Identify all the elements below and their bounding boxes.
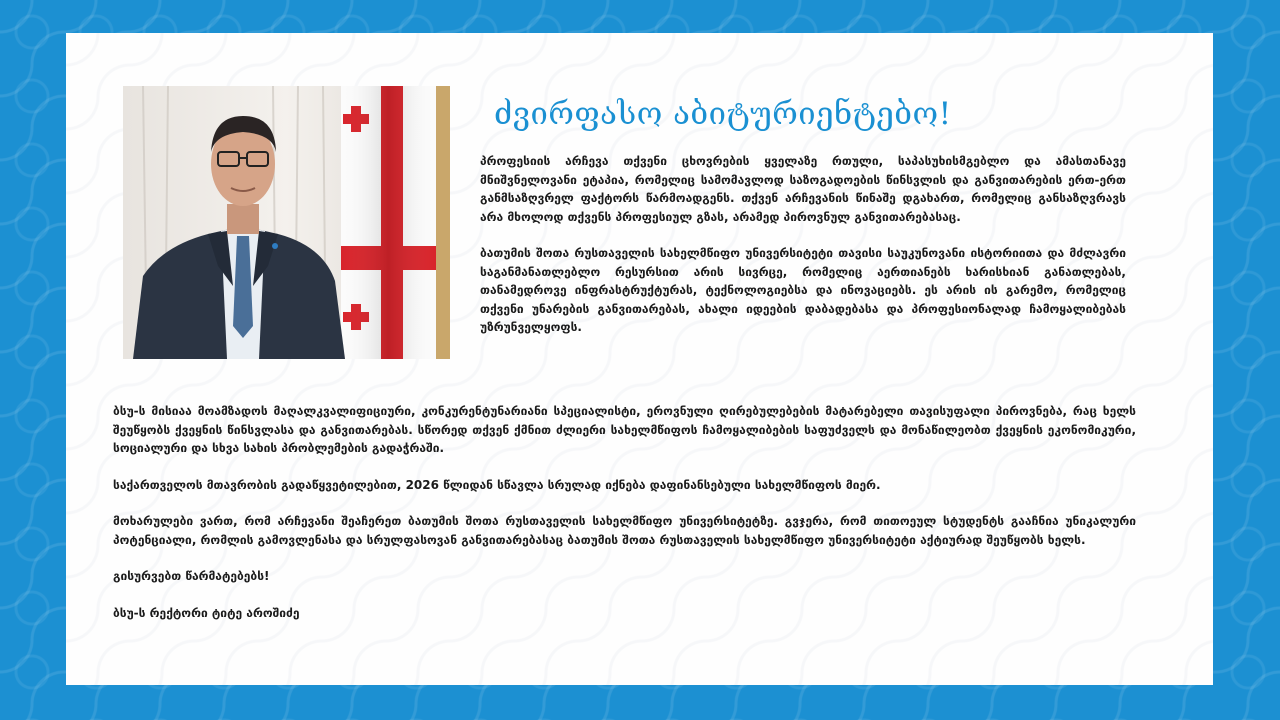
- page-title: ძვირფასო აბიტურიენტებო!: [494, 96, 952, 132]
- intro-paragraph-1: პროფესიის არჩევა თქვენი ცხოვრების ყველაზე რთული, საპასუხისმგებლო და ამასთანავე მნიშვნელოვანი ეტაპია, რომელიც სამომავლოდ საზოგადოების წინსვლის და განვითარების ერთ-ერთ განმსაზღვრელ ფაქტორს წარმოადგენს. თქვენ არჩევანის წინაშე დგახართ, რომელიც განსაზღვრავს არა მხოლოდ თქვენს პროფესიულ გზას, არამედ პიროვნულ განვითარებასაც.: [480, 154, 1126, 224]
- mission-paragraph: ბსუ-ს მისიაა მოამზადოს მაღალკვალიფიციური, კონკურენტუნარიანი სპეციალისტი, ეროვნული ღირებულებების მატარებელი თავისუფალი პიროვნება, რაც ხელს შეუწყობს ქვეყნის წინსვლასა და განვითარებას. სწორედ თქვენ ქმნით ძლიერი სახელმწიფოს ჩამოყალიბების საფუძველს და მონაწილეობთ ქვეყნის ეკონომიკური, სოციალური და სხვა სახის პრობლემების გადაჭრაში.: [113, 404, 1136, 455]
- georgian-flag-image: [341, 86, 436, 359]
- signature-line: ბსუ-ს რექტორი ტიტე აროშიძე: [113, 605, 300, 620]
- rector-photo: [123, 86, 450, 359]
- funding-paragraph: საქართველოს მთავრობის გადაწყვეტილებით, 2026 წლიდან სწავლა სრულად იქნება დაფინანსებული სახელმწიფოს მიერ.: [113, 477, 881, 492]
- welcome-paragraph: მოხარულები ვართ, რომ არჩევანი შეაჩერეთ ბათუმის შოთა რუსთაველის სახელმწიფო უნივერსიტეტზე. გვჯერა, რომ თითოეულ სტუდენტს გააჩნია უნიკალური პოტენციალი, რომლის გამოვლენასა და სრულფასოვან განვითარებასაც ბათუმის შოთა რუსთაველის სახელმწიფო უნივერსიტეტი აქტიურად შეუწყობს ხელს.: [113, 514, 1136, 547]
- body-text: [113, 402, 1136, 640]
- intro-text: [480, 152, 1126, 355]
- intro-paragraph-2: ბათუმის შოთა რუსთაველის სახელმწიფო უნივერსიტეტი თავისი საუკუნოვანი ისტორიითა და მძლავრი საგანმანათლებლო რესურსით არის სივრცე, რომელიც აერთიანებს ხარისხიან განათლებას, თანამედროვე ინფრასტრუქტურას, ტექნოლოგიებსა და ინოვაციებს. ეს არის ის გარემო, რომელიც თქვენი უნარების განვითარებას, ახალი იდეების დაბადებასა და პროფესიონალად ჩამოყალიბებას უზრუნველყოფს.: [480, 246, 1126, 334]
- wishes-line: გისურვებთ წარმატებებს!: [113, 569, 270, 583]
